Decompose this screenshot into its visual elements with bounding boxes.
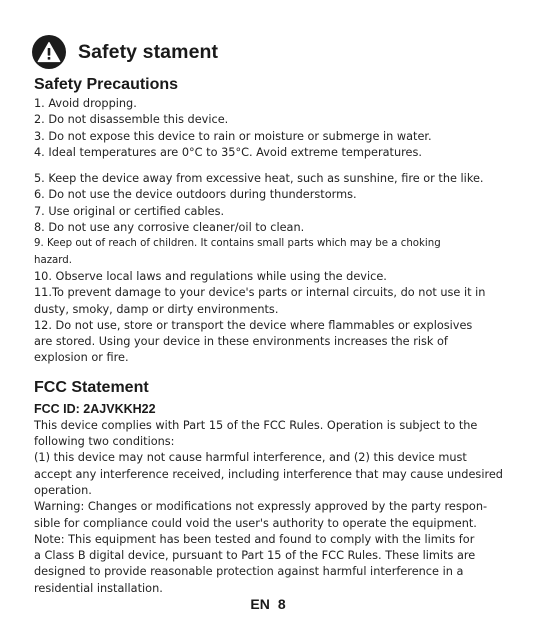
page-footer: [0, 596, 536, 612]
fcc-statement-heading: FCC Statement: [34, 378, 149, 396]
page-title: Safety stament: [78, 40, 219, 63]
fcc-text-line: residential installation.: [34, 581, 163, 595]
precaution-item-continued: dusty, smoky, damp or dirty environments.: [34, 302, 279, 316]
precautions-group-2: [34, 171, 506, 367]
precaution-item-continued: hazard.: [34, 254, 73, 266]
title-row: [32, 34, 506, 70]
fcc-text-line: This device complies with Part 15 of the FCC Rules. Operation is subject to the: [34, 418, 478, 432]
precautions-group-1: [34, 96, 506, 161]
fcc-text-line: (1) this device may not cause harmful interference, and (2) this device must: [34, 451, 467, 465]
fcc-text-line: a Class B digital device, pursuant to Part 15 of the FCC Rules. These limits are: [34, 549, 476, 563]
precaution-item: 1. Avoid dropping.: [34, 97, 137, 110]
precaution-item: 6. Do not use the device outdoors during thunderstorms.: [34, 188, 357, 202]
fcc-text-line: Warning: Changes or modifications not expressly approved by the party respon-: [34, 500, 488, 514]
fcc-text-line: operation.: [34, 483, 92, 497]
precaution-item: 8. Do not use any corrosive cleaner/oil to clean.: [34, 221, 305, 235]
fcc-text-line: designed to provide reasonable protection against harmful interference in a: [34, 565, 464, 579]
safety-precautions-heading: Safety Precautions: [34, 76, 179, 93]
precaution-item: 4. Ideal temperatures are 0°C to 35°C. Avoid extreme temperatures.: [34, 145, 422, 159]
precaution-item: 11.To prevent damage to your device's parts or internal circuits, do not use it in: [34, 286, 486, 300]
warning-triangle-glyph: [37, 41, 61, 63]
precaution-item-continued: explosion or fire.: [34, 351, 129, 365]
fcc-id: FCC ID: 2AJVKKH22: [34, 401, 156, 416]
fcc-statement-body: [34, 418, 506, 597]
document-page: [34, 34, 506, 597]
warning-exclamation-icon: [32, 35, 66, 69]
paragraph-gap: [34, 161, 506, 171]
fcc-text-line: Note: This equipment has been tested and found to comply with the limits for: [34, 532, 475, 546]
precaution-item: 3. Do not expose this device to rain or moisture or submerge in water.: [34, 129, 432, 143]
precaution-item: 12. Do not use, store or transport the device where flammables or explosives: [34, 318, 473, 332]
page-number: 8: [277, 596, 286, 612]
language-code: EN: [250, 596, 270, 612]
precaution-item: 10. Observe local laws and regulations while using the device.: [34, 269, 387, 283]
fcc-text-line: following two conditions:: [34, 435, 175, 449]
precaution-item: 7. Use original or certified cables.: [34, 204, 225, 218]
fcc-text-line: sible for compliance could void the user's authority to operate the equipment.: [34, 516, 477, 530]
precaution-item: 2. Do not disassemble this device.: [34, 113, 229, 127]
precaution-item: 9. Keep out of reach of children. It contains small parts which may be a choking: [34, 238, 441, 250]
precaution-item: 5. Keep the device away from excessive heat, such as sunshine, fire or the like.: [34, 172, 484, 186]
precaution-item-continued: are stored. Using your device in these environments increases the risk of: [34, 335, 448, 349]
fcc-text-line: accept any interference received, including interference that may cause undesired: [34, 467, 503, 481]
